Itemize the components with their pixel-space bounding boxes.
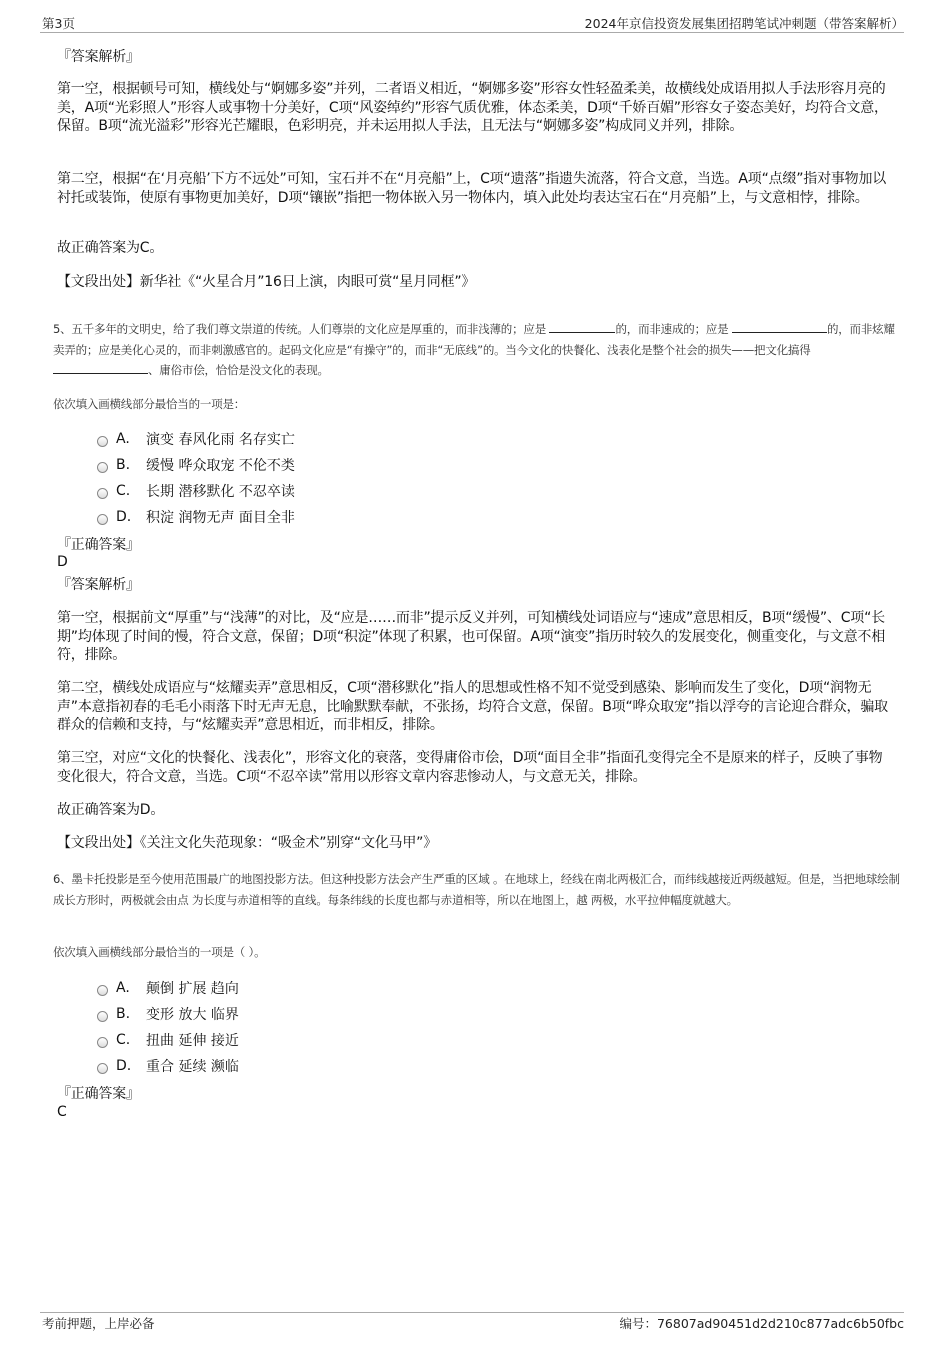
question-5-prompt: 依次填入画横线部分最恰当的一项是： xyxy=(53,397,246,411)
correct-answer: D xyxy=(57,554,68,570)
conclusion: 故正确答案为C。 xyxy=(57,240,164,256)
question-5-text xyxy=(53,319,901,381)
q5-option-b[interactable] xyxy=(97,455,295,475)
header-divider xyxy=(40,32,904,33)
code-value: 76807ad90451d2d210c877adc6b50fbc xyxy=(656,1316,904,1331)
document-title: 2024年京信投资发展集团招聘笔试冲刺题（带答案解析） xyxy=(584,16,904,31)
option-text: 积淀 润物无声 面目全非 xyxy=(146,510,295,526)
q6-option-d[interactable] xyxy=(97,1056,239,1076)
conclusion: 故正确答案为D。 xyxy=(57,802,165,818)
option-letter: C. xyxy=(116,483,131,499)
answer-label: 『正确答案』 xyxy=(57,537,140,553)
option-text: 变形 放大 临界 xyxy=(146,1007,239,1023)
option-text: 重合 延续 濒临 xyxy=(146,1059,239,1075)
option-letter: D. xyxy=(116,1058,132,1074)
option-letter: B. xyxy=(116,1006,131,1022)
source-citation: 【文段出处】新华社《“火星合月”16日上演，肉眼可赏“星月同框”》 xyxy=(57,274,476,290)
q5-option-a[interactable] xyxy=(97,429,295,449)
footer-divider xyxy=(40,1312,904,1313)
question-6-prompt: 依次填入画横线部分最恰当的一项是（ ）。 xyxy=(53,945,266,959)
option-text: 缓慢 哗众取宠 不伦不类 xyxy=(146,458,295,474)
option-text: 颠倒 扩展 趋向 xyxy=(146,981,239,997)
footer-slogan: 考前押题，上岸必备 xyxy=(42,1316,155,1331)
q5-option-c[interactable] xyxy=(97,481,295,501)
analysis-paragraph: 第二空，横线处成语应与“炫耀卖弄”意思相反，C项“潜移默化”指人的思想或性格不知不觉受到感染、影响而发生了变化，D项“润物无声”本意指初春的毛毛小雨落下时无声无息，比喻默默奉献，不张扬，均符合文意，保留。B项“哗众取宠”指以浮夸的言论迎合群众，骗取群众的信赖和支持，与“炫耀卖弄”意思相近，而非相反，排除。 xyxy=(57,680,888,733)
correct-answer: C xyxy=(57,1104,67,1120)
analysis-paragraph: 第二空，根据“在‘月亮船’下方不远处”可知，宝石并不在“月亮船”上，C项“遗落”指遗失流落，符合文意，当选。A项“点缀”指对事物加以衬托或装饰，使原有事物更加美好，D项“镶嵌”指把一物体嵌入另一物体内，填入此处均表达宝石在“月亮船”上，与文意相悖，排除。 xyxy=(57,171,887,206)
option-letter: B. xyxy=(116,457,131,473)
analysis-paragraph: 第一空，根据前文“厚重”与“浅薄”的对比，及“应是……而非”提示反义并列，可知横线处词语应与“速成”意思相反，B项“缓慢”、C项“长期”均体现了时间的慢，符合文意，保留；D项“积淀”体现了积累，也可保留。A项“演变”指历时较久的发展变化，侧重变化，与文意不相符，排除。 xyxy=(57,610,886,663)
option-letter: C. xyxy=(116,1032,131,1048)
q6-option-c[interactable] xyxy=(97,1030,239,1050)
option-letter: D. xyxy=(116,509,132,525)
q6-option-a[interactable] xyxy=(97,978,239,998)
source-citation: 【文段出处】《关注文化失范现象：“吸金术”别穿“文化马甲”》 xyxy=(57,835,438,851)
document-code xyxy=(619,1314,904,1332)
question-text: 的，而非速成的；应是 xyxy=(615,322,729,336)
question-text: 的，而非炫耀卖弄的；应是美化心灵的，而非刺激感官的。起码文化应是“有操守”的，而非“无底线”的。当今文化的快餐化、浅表化是整个社会的损失——把文化搞得 xyxy=(53,322,895,357)
q6-option-b[interactable] xyxy=(97,1004,239,1024)
analysis-paragraph: 第一空，根据顿号可知，横线处与“婀娜多姿”并列，二者语义相近，“婀娜多姿”形容女性轻盈柔美，故横线处成语用拟人手法形容月亮的美，A项“光彩照人”形容人或事物十分美好，C项“风姿绰约”形容气质优雅，体态柔美，D项“千娇百媚”形容女子姿态美好，均符合文意，保留。B项“流光溢彩”形容光芒耀眼，色彩明亮，并未运用拟人手法，且无法与“婀娜多姿”构成同义并列，排除。 xyxy=(57,81,888,134)
code-label: 编号： xyxy=(619,1316,657,1331)
q5-option-d[interactable] xyxy=(97,507,295,527)
page-number: 第3页 xyxy=(42,16,75,31)
option-text: 扭曲 延伸 接近 xyxy=(146,1033,239,1049)
analysis-paragraph: 第三空，对应“文化的快餐化、浅表化”，形容文化的衰落，变得庸俗市侩，D项“面目全非”指面孔变得完全不是原来的样子，反映了事物变化很大，符合文意，当选。C项“不忍卒读”常用以形容文章内容悲惨动人，与文意无关，排除。 xyxy=(57,750,883,785)
question-6-text: 6、墨卡托投影是至今使用范围最广的地图投影方法。但这种投影方法会产生严重的区域 。在地球上，经线在南北两极汇合，而纬线越接近两级越短。但是，当把地球绘制成长方形时，两极就会由点 为长度与赤道相等的直线。每条纬线的长度也都与赤道相等，所以在地图上，越 两极，水平拉伸幅度就越大。 xyxy=(53,872,900,907)
question-text: 、庸俗市侩，恰恰是没文化的表现。 xyxy=(148,363,329,377)
analysis-label: 『答案解析』 xyxy=(57,577,140,593)
blank-1 xyxy=(549,320,615,333)
option-letter: A. xyxy=(116,431,130,447)
option-text: 长期 潜移默化 不忍卒读 xyxy=(146,484,295,500)
radio-button[interactable] xyxy=(97,488,108,499)
radio-button[interactable] xyxy=(97,436,108,447)
answer-label: 『正确答案』 xyxy=(57,1086,140,1102)
radio-button[interactable] xyxy=(97,1037,108,1048)
radio-button[interactable] xyxy=(97,514,108,525)
question-text: 5、五千多年的文明史，给了我们尊文崇道的传统。人们尊崇的文化应是厚重的，而非浅薄的；应是 xyxy=(53,322,547,336)
radio-button[interactable] xyxy=(97,985,108,996)
option-text: 演变 春风化雨 名存实亡 xyxy=(146,432,295,448)
blank-2 xyxy=(732,320,827,333)
radio-button[interactable] xyxy=(97,1063,108,1074)
radio-button[interactable] xyxy=(97,462,108,473)
radio-button[interactable] xyxy=(97,1011,108,1022)
option-letter: A. xyxy=(116,980,130,996)
blank-3 xyxy=(53,361,148,374)
analysis-label: 『答案解析』 xyxy=(57,49,140,65)
